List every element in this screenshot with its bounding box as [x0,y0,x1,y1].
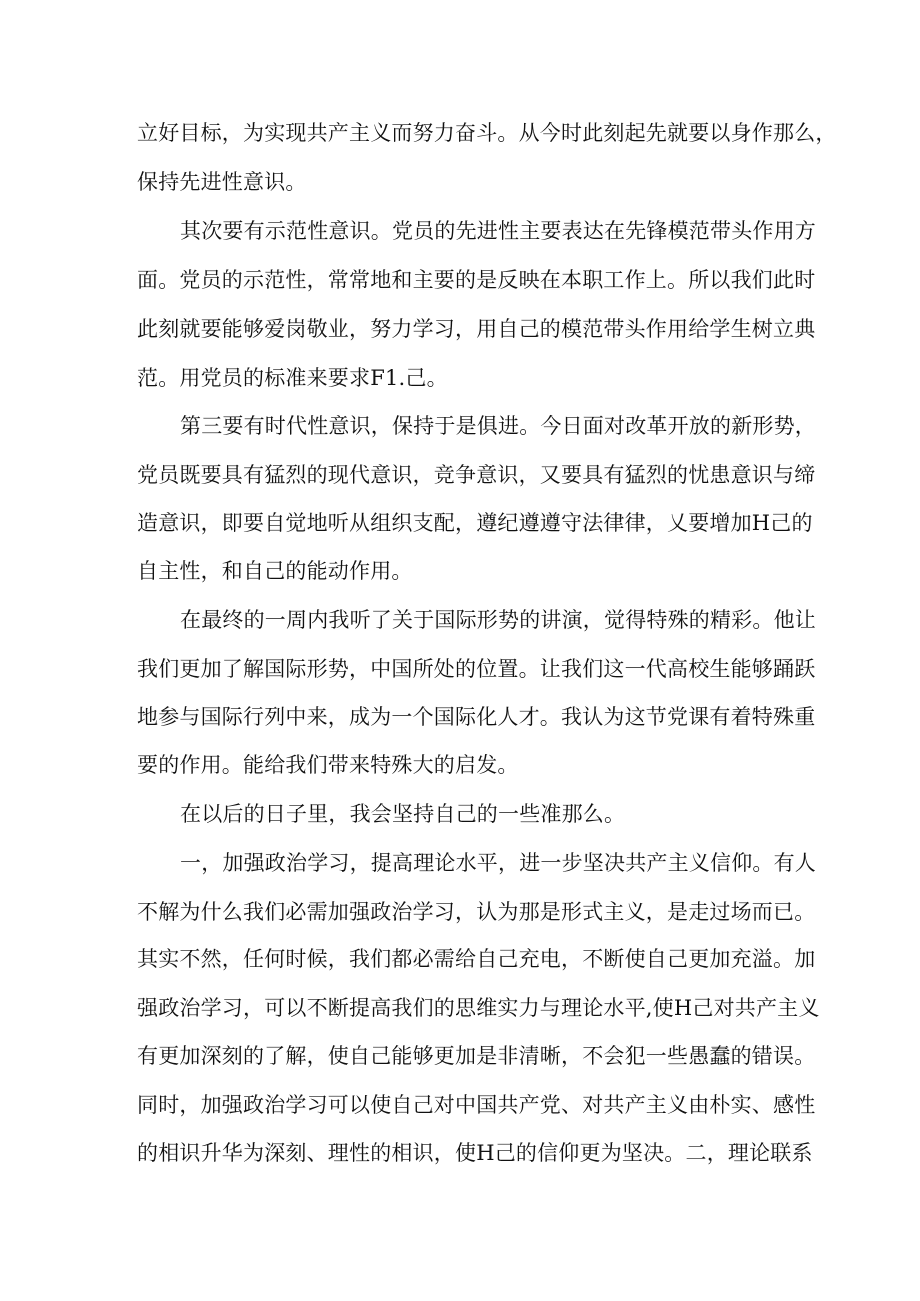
paragraph-start-line: 其次要有示范性意识。党员的先进性主要表达在先锋模范带头作用方 [180,219,816,243]
text-line: 其实不然，任何时候，我们都必需给自己充电，不断使自己更加充溢。加 [137,947,816,971]
text-line: 党员既要具有猛烈的现代意识，竞争意识，又要具有猛烈的忧患意识与缔 [137,463,816,487]
text-line: 要的作用。能给我们带来特殊大的启发。 [137,753,519,777]
text-line: 我们更加了解国际形势，中国所处的位置。让我们这一代高校生能够踊跃 [137,657,816,681]
paragraph-start-line: 第三要有时代性意识，保持于是俱进。今日面对改革开放的新形势， [180,414,816,438]
text-line: 造意识，即要自觉地听从组织支配，遵纪遵遵守法律律，乂要增加H己的 [137,511,813,535]
text-line: 自主性，和自己的能动作用。 [137,559,413,583]
text-line: 强政治学习，可以不断提高我们的思维实力与理论水平,使H己对共产主义 [137,996,820,1020]
paragraph-start-line: 一，加强政治学习，提高理论水平，进一步坚决共产主义信仰。有人 [180,851,816,875]
text-line: 有更加深刻的了解，使自己能够更加是非清晰，不会犯一些愚蠢的错误。 [137,1044,816,1068]
text-line: 保持先进性意识。 [137,170,307,194]
paragraph-start-line: 在最终的一周内我听了关于国际形势的讲演，觉得特殊的精彩。他让 [180,608,816,632]
text-line: 立好目标，为实现共产主义而努力奋斗。从今时此刻起先就要以身作那么， [137,121,837,145]
text-line: 面。党员的示范性，常常地和主要的是反映在本职工作上。所以我们此时 [137,268,816,292]
text-line: 地参与国际行列中来，成为一个国际化人才。我认为这节党课有着特殊重 [137,705,816,729]
text-line: 此刻就要能够爱岗敬业，努力学习，用自己的模范带头作用给学生树立典 [137,317,816,341]
text-line: 的相识升华为深刻、理性的相识，使H己的信仰更为坚决。二，理论联系 [137,1141,813,1165]
paragraph-start-line: 在以后的日子里，我会坚持自己的一些准那么。 [180,802,626,826]
text-line: 范。用党员的标准来要求F1.己。 [137,366,448,390]
text-line: 同时，加强政治学习可以使自己对中国共产党、对共产主义由朴实、感性 [137,1093,816,1117]
text-line: 不解为什么我们必需加强政治学习，认为那是形式主义，是走过场而已。 [137,900,816,924]
